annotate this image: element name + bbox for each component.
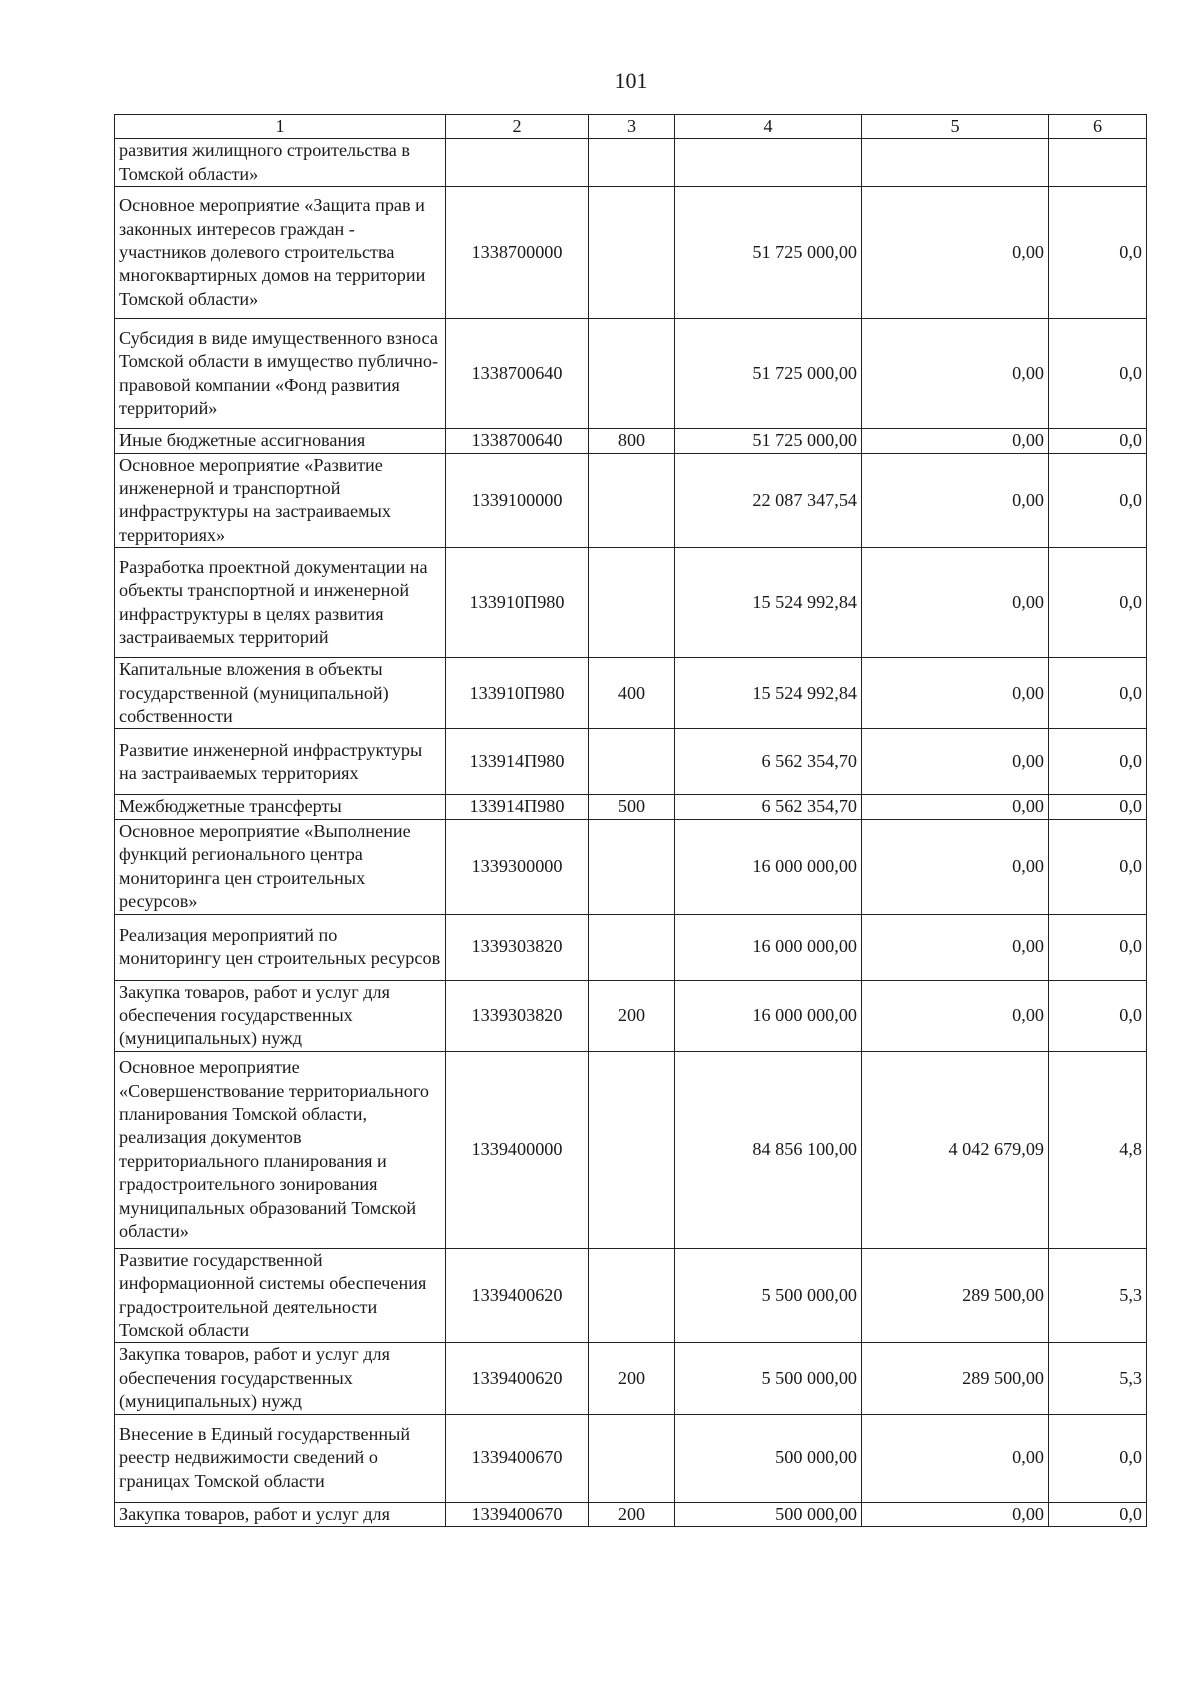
cell-expense-type: [589, 453, 675, 548]
cell-name: Закупка товаров, работ и услуг для обеспечения государственных (муниципальных) нужд: [115, 1343, 446, 1414]
table-row: [115, 1248, 1147, 1343]
cell-plan: 15 524 992,84: [675, 548, 862, 658]
header-cell: 1: [115, 115, 446, 139]
table-row: [115, 1414, 1147, 1502]
cell-name: Развитие инженерной инфраструктуры на застраиваемых территориях: [115, 729, 446, 795]
cell-plan: 16 000 000,00: [675, 980, 862, 1051]
cell-name: Межбюджетные трансферты: [115, 795, 446, 819]
cell-expense-type: 500: [589, 795, 675, 819]
cell-expense-type: 200: [589, 1502, 675, 1526]
cell-expense-type: [589, 819, 675, 914]
cell-percent: 0,0: [1049, 1502, 1147, 1526]
cell-code: 133914П980: [446, 795, 589, 819]
cell-expense-type: 200: [589, 1343, 675, 1414]
cell-name: Иные бюджетные ассигнования: [115, 429, 446, 453]
cell-plan: 500 000,00: [675, 1414, 862, 1502]
cell-fact: 0,00: [862, 429, 1049, 453]
cell-percent: 0,0: [1049, 819, 1147, 914]
header-cell: 5: [862, 115, 1049, 139]
cell-expense-type: [589, 187, 675, 319]
cell-percent: 0,0: [1049, 187, 1147, 319]
cell-plan: 51 725 000,00: [675, 187, 862, 319]
cell-fact: 0,00: [862, 548, 1049, 658]
cell-fact: 0,00: [862, 1414, 1049, 1502]
cell-percent: 0,0: [1049, 453, 1147, 548]
cell-code: 1338700000: [446, 187, 589, 319]
cell-expense-type: 400: [589, 658, 675, 729]
cell-code: 133910П980: [446, 658, 589, 729]
table-row: [115, 729, 1147, 795]
cell-plan: 6 562 354,70: [675, 729, 862, 795]
cell-percent: 0,0: [1049, 980, 1147, 1051]
cell-code: 1338700640: [446, 429, 589, 453]
table-row: [115, 1343, 1147, 1414]
header-cell: 4: [675, 115, 862, 139]
cell-fact: 289 500,00: [862, 1343, 1049, 1414]
cell-code: 133910П980: [446, 548, 589, 658]
cell-expense-type: 800: [589, 429, 675, 453]
cell-code: 1338700640: [446, 319, 589, 429]
cell-name: Внесение в Единый государственный реестр недвижимости сведений о границах Томской области: [115, 1414, 446, 1502]
cell-percent: 0,0: [1049, 729, 1147, 795]
cell-code: [446, 139, 589, 187]
table-row: [115, 453, 1147, 548]
cell-expense-type: [589, 914, 675, 980]
cell-plan: 84 856 100,00: [675, 1051, 862, 1248]
cell-name: развития жилищного строительства в Томской области»: [115, 139, 446, 187]
cell-percent: 0,0: [1049, 319, 1147, 429]
budget-table: [114, 114, 1147, 1527]
cell-code: 1339400620: [446, 1343, 589, 1414]
cell-plan: 51 725 000,00: [675, 319, 862, 429]
page-number: 101: [614, 68, 648, 93]
cell-percent: 5,3: [1049, 1248, 1147, 1343]
table-row: [115, 819, 1147, 914]
cell-expense-type: [589, 139, 675, 187]
cell-code: 1339400670: [446, 1502, 589, 1526]
cell-plan: 5 500 000,00: [675, 1248, 862, 1343]
header-cell: 3: [589, 115, 675, 139]
table-row: [115, 187, 1147, 319]
cell-code: 133914П980: [446, 729, 589, 795]
cell-plan: 5 500 000,00: [675, 1343, 862, 1414]
cell-percent: 0,0: [1049, 914, 1147, 980]
cell-name: Разработка проектной документации на объекты транспортной и инженерной инфраструктуры в целях развития застраиваемых территорий: [115, 548, 446, 658]
cell-name: Основное мероприятие «Развитие инженерной и транспортной инфраструктуры на застраиваемых территориях»: [115, 453, 446, 548]
cell-expense-type: 200: [589, 980, 675, 1051]
cell-name: Закупка товаров, работ и услуг для обеспечения государственных (муниципальных) нужд: [115, 980, 446, 1051]
cell-fact: 0,00: [862, 980, 1049, 1051]
cell-plan: 16 000 000,00: [675, 914, 862, 980]
table-row: [115, 548, 1147, 658]
table-row: [115, 795, 1147, 819]
cell-plan: 6 562 354,70: [675, 795, 862, 819]
cell-fact: 0,00: [862, 658, 1049, 729]
cell-plan: 500 000,00: [675, 1502, 862, 1526]
cell-code: 1339303820: [446, 914, 589, 980]
table-row: [115, 1051, 1147, 1248]
cell-percent: 0,0: [1049, 795, 1147, 819]
table-row: [115, 914, 1147, 980]
cell-name: Основное мероприятие «Выполнение функций регионального центра мониторинга цен строительных ресурсов»: [115, 819, 446, 914]
cell-name: Развитие государственной информационной системы обеспечения градостроительной деятельности Томской области: [115, 1248, 446, 1343]
cell-expense-type: [589, 1414, 675, 1502]
table-row: [115, 319, 1147, 429]
cell-code: 1339100000: [446, 453, 589, 548]
cell-code: 1339303820: [446, 980, 589, 1051]
table-row: [115, 980, 1147, 1051]
cell-name: Закупка товаров, работ и услуг для: [115, 1502, 446, 1526]
cell-fact: [862, 139, 1049, 187]
cell-fact: 0,00: [862, 453, 1049, 548]
cell-fact: 0,00: [862, 914, 1049, 980]
cell-plan: 22 087 347,54: [675, 453, 862, 548]
cell-name: Субсидия в виде имущественного взноса Томской области в имущество публично-правовой компании «Фонд развития территорий»: [115, 319, 446, 429]
cell-fact: 0,00: [862, 729, 1049, 795]
cell-percent: 0,0: [1049, 1414, 1147, 1502]
cell-expense-type: [589, 729, 675, 795]
table-row: [115, 139, 1147, 187]
cell-fact: 289 500,00: [862, 1248, 1049, 1343]
table-row: [115, 1502, 1147, 1526]
table-row: [115, 429, 1147, 453]
cell-expense-type: [589, 1248, 675, 1343]
cell-plan: 51 725 000,00: [675, 429, 862, 453]
cell-name: Основное мероприятие «Защита прав и законных интересов граждан - участников долевого строительства многоквартирных домов на территории Томской области»: [115, 187, 446, 319]
header-cell: 2: [446, 115, 589, 139]
cell-plan: 15 524 992,84: [675, 658, 862, 729]
cell-expense-type: [589, 548, 675, 658]
cell-code: 1339400000: [446, 1051, 589, 1248]
cell-code: 1339400670: [446, 1414, 589, 1502]
cell-expense-type: [589, 319, 675, 429]
table-row: [115, 658, 1147, 729]
cell-name: Основное мероприятие «Совершенствование территориального планирования Томской области, реализация документов территориального планирования и градостроительного зонирования муниципальных образований Томской области»: [115, 1051, 446, 1248]
cell-code: 1339400620: [446, 1248, 589, 1343]
cell-percent: 0,0: [1049, 429, 1147, 453]
cell-plan: [675, 139, 862, 187]
cell-name: Реализация мероприятий по мониторингу цен строительных ресурсов: [115, 914, 446, 980]
cell-name: Капитальные вложения в объекты государственной (муниципальной) собственности: [115, 658, 446, 729]
header-row: [115, 115, 1147, 139]
cell-fact: 0,00: [862, 1502, 1049, 1526]
header-cell: 6: [1049, 115, 1147, 139]
cell-code: 1339300000: [446, 819, 589, 914]
cell-percent: 0,0: [1049, 658, 1147, 729]
cell-fact: 0,00: [862, 319, 1049, 429]
cell-expense-type: [589, 1051, 675, 1248]
cell-fact: 0,00: [862, 795, 1049, 819]
cell-percent: 0,0: [1049, 548, 1147, 658]
cell-fact: 0,00: [862, 187, 1049, 319]
cell-percent: 5,3: [1049, 1343, 1147, 1414]
cell-plan: 16 000 000,00: [675, 819, 862, 914]
cell-fact: 0,00: [862, 819, 1049, 914]
cell-fact: 4 042 679,09: [862, 1051, 1049, 1248]
cell-percent: 4,8: [1049, 1051, 1147, 1248]
cell-percent: [1049, 139, 1147, 187]
